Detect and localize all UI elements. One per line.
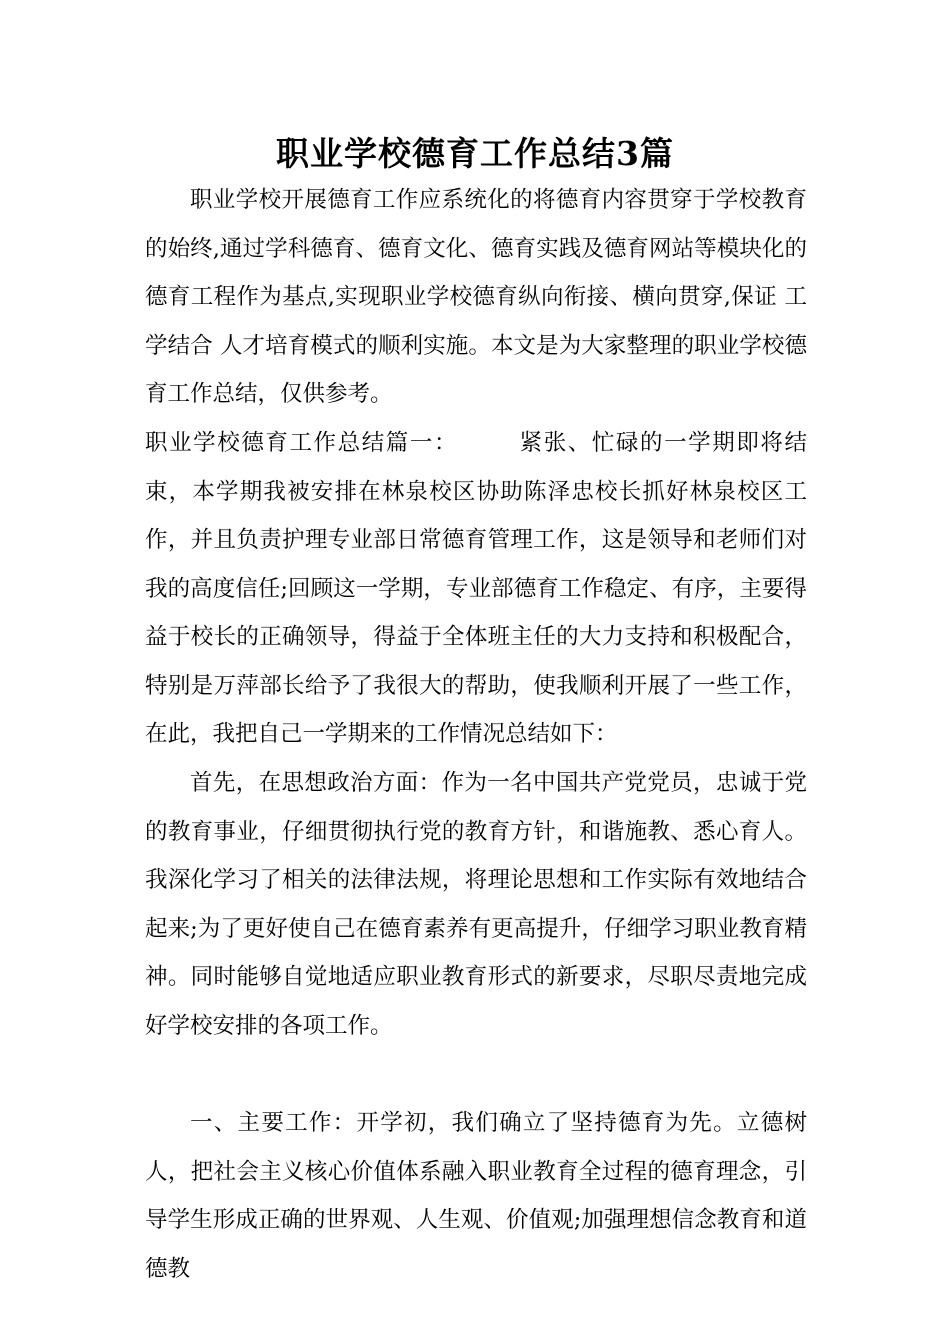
document-title: 职业学校德育工作总结3篇 xyxy=(276,134,674,173)
section-one-paragraph xyxy=(145,419,807,759)
section-one-heading: 职业学校德育工作总结篇一： xyxy=(145,430,459,456)
section-one-body: 紧张、忙碌的一学期即将结束，本学期我被安排在林泉校区协助陈泽忠校长抓好林泉校区工作，并且负责护理专业部日常德育管理工作，这是领导和老师们对我的高度信任;回顾这一学期，专业部德育工作稳定、有序，主要得益于校长的正确领导，得益于全体班主任的大力支持和积极配合，特别是万萍部长给予了我很大的帮助，使我顺利开展了一些工作，在此，我把自己一学期来的工作情况总结如下： xyxy=(145,430,807,747)
ideology-paragraph: 首先，在思想政治方面：作为一名中国共产党党员，忠诚于党的教育事业，仔细贯彻执行党的教育方针，和谐施教、悉心育人。我深化学习了相关的法律法规，将理论思想和工作实际有效地结合起来;为了更好使自己在德育素养有更高提升，仔细学习职业教育精神。同时能够自觉地适应职业教育形式的新要求，尽职尽责地完成好学校安排的各项工作。 xyxy=(145,770,807,1039)
main-work-paragraph: 一、主要工作：开学初，我们确立了坚持德育为先。立德树人，把社会主义核心价值体系融入职业教育全过程的德育理念，引导学生形成正确的世界观、人生观、价值观;加强理想信念教育和道德教 xyxy=(145,1110,807,1282)
intro-paragraph: 职业学校开展德育工作应系统化的将德育内容贯穿于学校教育的始终,通过学科德育、德育文化、德育实践及德育网站等模块化的德育工程作为基点,实现职业学校德育纵向衔接、横向贯穿,保证 工学结合 人才培育模式的顺利实施。本文是为大家整理的职业学校德育工作总结，仅供参考。 xyxy=(145,187,807,407)
